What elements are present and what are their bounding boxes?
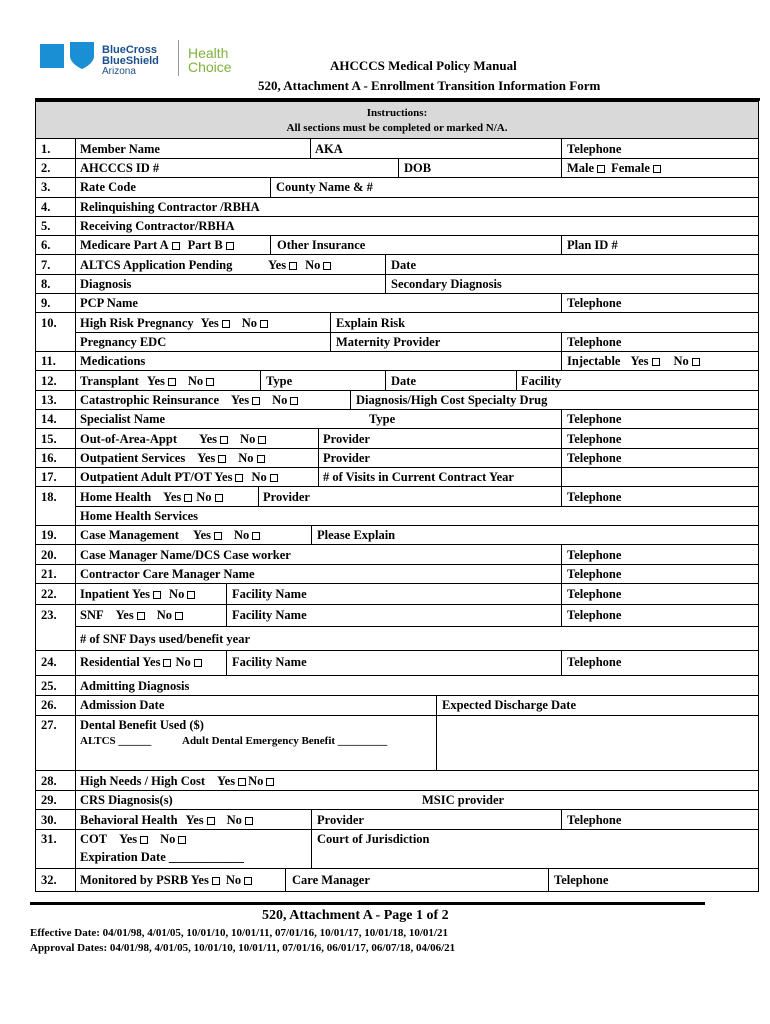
yes-label: Yes [197, 451, 216, 465]
inpatient-label: Inpatient Yes [80, 587, 151, 601]
row-number: 5. [41, 219, 51, 233]
pcp-name-field[interactable]: PCP Name [80, 296, 138, 310]
no-label: No [673, 354, 689, 368]
yes-label: Yes [231, 393, 250, 407]
yes-checkbox[interactable] [214, 532, 222, 540]
row-number: 18. [41, 490, 57, 504]
catastrophic-label: Catastrophic Reinsurance [80, 393, 220, 407]
no-checkbox[interactable] [245, 817, 253, 825]
behavioral-health-label: Behavioral Health [80, 813, 178, 827]
row-number: 2. [41, 161, 51, 175]
psrb-label: Monitored by PSRB Yes [80, 873, 209, 887]
receiving-contractor-field[interactable]: Receiving Contractor/RBHA [80, 219, 235, 233]
aka-field[interactable]: AKA [315, 142, 343, 156]
no-label: No [160, 832, 176, 846]
msic-provider-field[interactable]: MSIC provider [422, 793, 505, 807]
no-checkbox[interactable] [258, 436, 266, 444]
no-checkbox[interactable] [257, 455, 265, 463]
yes-checkbox[interactable] [238, 778, 246, 786]
yes-label: Yes [185, 813, 204, 827]
telephone-field[interactable]: Telephone [567, 490, 622, 504]
row-number: 24. [41, 655, 57, 669]
row-number: 28. [41, 774, 57, 788]
row-number: 12. [41, 374, 57, 388]
no-checkbox[interactable] [244, 877, 252, 885]
form-title: 520, Attachment A - Enrollment Transition Information Form [258, 78, 601, 93]
no-checkbox[interactable] [178, 836, 186, 844]
crs-diagnosis-field[interactable]: CRS Diagnosis(s) [80, 793, 173, 807]
row-number: 7. [41, 258, 51, 272]
part-a-checkbox[interactable] [172, 242, 180, 250]
residential-options [80, 655, 204, 669]
facility-field[interactable]: Facility [521, 374, 562, 388]
yes-checkbox[interactable] [222, 320, 230, 328]
home-health-options [80, 490, 225, 504]
injectable-label: Injectable [567, 354, 621, 368]
maternity-provider-field[interactable]: Maternity Provider [336, 335, 441, 349]
high-risk-label: High Risk Pregnancy [80, 316, 194, 330]
footer-rule [30, 902, 705, 905]
provider-field[interactable]: Provider [323, 432, 370, 446]
plan-id-field[interactable]: Plan ID # [567, 238, 618, 252]
row-number: 22. [41, 587, 57, 601]
effective-dates: Effective Date: 04/01/98, 4/01/05, 10/01/10, 10/01/11, 07/01/16, 10/01/17, 10/01/18, 10/01/21 [30, 927, 448, 939]
no-checkbox[interactable] [175, 612, 183, 620]
no-label: No [238, 451, 254, 465]
row-number: 16. [41, 451, 57, 465]
row-number: 25. [41, 679, 57, 693]
yes-checkbox[interactable] [163, 659, 171, 667]
row-number: 15. [41, 432, 57, 446]
row-number: 32. [41, 873, 57, 887]
no-checkbox[interactable] [323, 262, 331, 270]
inpatient-options [80, 587, 197, 601]
care-manager-field[interactable]: Care Manager [292, 873, 370, 887]
row-number: 21. [41, 567, 57, 581]
row-number: 6. [41, 238, 51, 252]
admitting-diagnosis-field[interactable]: Admitting Diagnosis [80, 679, 190, 693]
yes-checkbox[interactable] [220, 436, 228, 444]
brand-line1: BlueCross [102, 44, 158, 56]
no-label: No [175, 655, 191, 669]
transplant-label: Transplant [80, 374, 139, 388]
transplant-date-field[interactable]: Date [391, 374, 416, 388]
bluecross-healthchoice-logo [38, 38, 238, 88]
medicare-part-a-label: Medicare Part A [80, 238, 169, 252]
male-checkbox[interactable] [597, 165, 605, 173]
yes-checkbox[interactable] [168, 378, 176, 386]
adult-dental-emergency-field[interactable]: Adult Dental Emergency Benefit _________ [182, 735, 388, 747]
no-label: No [241, 316, 258, 330]
male-label: Male [567, 161, 595, 175]
yes-label: Yes [200, 316, 219, 330]
yes-checkbox[interactable] [137, 612, 145, 620]
row-number: 30. [41, 813, 57, 827]
row-number: 13. [41, 393, 57, 407]
row-number: 23. [41, 608, 57, 622]
medicare-options [80, 238, 236, 252]
date-field[interactable]: Date [391, 258, 416, 272]
brand-line2: BlueShield [102, 55, 159, 67]
telephone-field[interactable]: Telephone [567, 451, 622, 465]
admission-date-field[interactable]: Admission Date [80, 698, 165, 712]
instructions-heading: Instructions: [366, 107, 428, 119]
row-number: 27. [41, 718, 57, 732]
psrb-options [80, 873, 254, 887]
yes-label: Yes [163, 490, 182, 504]
health-choice-line2: Choice [188, 59, 232, 75]
relinquishing-contractor-field[interactable]: Relinquishing Contractor /RBHA [80, 200, 260, 214]
row-number: 26. [41, 698, 57, 712]
yes-label: Yes [119, 832, 138, 846]
yes-checkbox[interactable] [289, 262, 297, 270]
row-number: 20. [41, 548, 57, 562]
ahcccs-id-field[interactable]: AHCCCS ID # [80, 161, 160, 175]
row-number: 11. [41, 354, 56, 368]
specialist-type-field[interactable]: Type [369, 412, 396, 426]
out-of-area-label: Out-of-Area-Appt [80, 432, 177, 446]
expiration-date-field[interactable]: Expiration Date ____________ [80, 850, 244, 864]
no-checkbox[interactable] [290, 397, 298, 405]
no-label: No [248, 774, 264, 788]
cot-options [80, 832, 188, 846]
no-label: No [234, 528, 250, 542]
case-management-options [80, 528, 262, 542]
yes-label: Yes [115, 608, 134, 622]
telephone-field[interactable]: Telephone [567, 142, 622, 156]
care-manager-name-field[interactable]: Contractor Care Manager Name [80, 567, 255, 581]
instructions-text: All sections must be completed or marked N/A. [286, 122, 508, 134]
catastrophic-reinsurance [80, 393, 300, 407]
no-label: No [251, 470, 267, 484]
yes-checkbox[interactable] [153, 591, 161, 599]
residential-label: Residential Yes [80, 655, 161, 669]
specialist-name-field[interactable]: Specialist Name [80, 412, 166, 426]
row-number: 31. [41, 832, 57, 846]
row-number: 1. [41, 142, 51, 156]
facility-name-field[interactable]: Facility Name [232, 655, 307, 669]
manual-title: AHCCCS Medical Policy Manual [330, 58, 517, 73]
court-of-jurisdiction-field[interactable]: Court of Jurisdiction [317, 832, 430, 846]
provider-field[interactable]: Provider [263, 490, 310, 504]
member-name-field[interactable]: Member Name [80, 142, 160, 156]
female-label: Female [611, 161, 650, 175]
yes-checkbox[interactable] [140, 836, 148, 844]
specialty-drug-field[interactable]: Diagnosis/High Cost Specialty Drug [356, 393, 548, 407]
snf-label: SNF [80, 608, 104, 622]
telephone-field[interactable]: Telephone [567, 335, 622, 349]
home-health-services-field[interactable]: Home Health Services [80, 509, 199, 523]
home-health-label: Home Health [80, 490, 152, 504]
no-label: No [169, 587, 185, 601]
provider-field[interactable]: Provider [317, 813, 364, 827]
blueshield-shield-icon [68, 40, 96, 70]
other-insurance-field[interactable]: Other Insurance [277, 238, 366, 252]
part-b-checkbox[interactable] [226, 242, 234, 250]
snf-options [80, 608, 185, 622]
expected-discharge-date-field[interactable]: Expected Discharge Date [442, 698, 576, 712]
row-number: 17. [41, 470, 57, 484]
telephone-field[interactable]: Telephone [567, 548, 622, 562]
female-checkbox[interactable] [653, 165, 661, 173]
no-checkbox[interactable] [260, 320, 268, 328]
high-risk-pregnancy [80, 316, 270, 330]
medicare-part-b-label: Part B [187, 238, 223, 252]
pt-ot-options [80, 470, 280, 484]
row-number: 14. [41, 412, 57, 426]
gender-options [567, 161, 663, 175]
yes-label: Yes [192, 528, 212, 542]
no-checkbox[interactable] [692, 358, 700, 366]
telephone-field[interactable]: Telephone [567, 432, 622, 446]
no-label: No [240, 432, 256, 446]
yes-checkbox[interactable] [184, 494, 192, 502]
explain-risk-field[interactable]: Explain Risk [336, 316, 406, 330]
transplant-type-field[interactable]: Type [266, 374, 293, 388]
no-label: No [305, 258, 321, 272]
outpatient-services-options [80, 451, 267, 465]
yes-checkbox[interactable] [235, 474, 243, 482]
telephone-field[interactable]: Telephone [554, 873, 609, 887]
provider-field[interactable]: Provider [323, 451, 370, 465]
yes-label: Yes [630, 354, 649, 368]
row-number: 4. [41, 200, 51, 214]
no-checkbox[interactable] [187, 591, 195, 599]
altcs-dental-field[interactable]: ALTCS ______ [80, 735, 152, 747]
instructions-box [35, 101, 759, 139]
case-management-label: Case Management [80, 528, 179, 542]
no-checkbox[interactable] [194, 659, 202, 667]
no-label: No [187, 374, 204, 388]
medications-field[interactable]: Medications [80, 354, 146, 368]
yes-label: Yes [217, 774, 236, 788]
secondary-diagnosis-field[interactable]: Secondary Diagnosis [391, 277, 502, 291]
rate-code-field[interactable]: Rate Code [80, 180, 136, 194]
cot-label: COT [80, 832, 108, 846]
dental-benefit-field[interactable]: Dental Benefit Used ($) [80, 718, 204, 732]
case-manager-name-field[interactable]: Case Manager Name/DCS Case worker [80, 548, 291, 562]
no-label: No [225, 873, 242, 887]
logo-divider [178, 40, 179, 76]
yes-checkbox[interactable] [212, 877, 220, 885]
telephone-field[interactable]: Telephone [567, 587, 622, 601]
page-title: 520, Attachment A - Page 1 of 2 [262, 908, 449, 923]
pregnancy-edc-field[interactable]: Pregnancy EDC [80, 335, 167, 349]
telephone-field[interactable]: Telephone [567, 296, 622, 310]
behavioral-health-options [80, 813, 255, 827]
telephone-field[interactable]: Telephone [567, 567, 622, 581]
yes-label: Yes [198, 432, 218, 446]
no-label: No [226, 813, 242, 827]
dob-field[interactable]: DOB [404, 161, 432, 175]
snf-days-field[interactable]: # of SNF Days used/benefit year [80, 632, 251, 646]
pt-ot-label: Outpatient Adult PT/OT Yes [80, 470, 233, 484]
row-number: 9. [41, 296, 51, 310]
yes-label: Yes [268, 258, 287, 272]
telephone-field[interactable]: Telephone [567, 412, 622, 426]
no-checkbox[interactable] [266, 778, 274, 786]
row-number: 8. [41, 277, 51, 291]
telephone-field[interactable]: Telephone [567, 655, 622, 669]
injectable-options [567, 354, 702, 368]
approval-dates: Approval Dates: 04/01/98, 4/01/05, 10/01/10, 10/01/11, 07/01/16, 06/01/17, 06/07/18, 04/06/21 [30, 942, 456, 954]
no-label: No [156, 608, 172, 622]
yes-label: Yes [146, 374, 165, 388]
high-needs-label: High Needs / High Cost [80, 774, 206, 788]
no-label: No [196, 490, 212, 504]
row-number: 29. [41, 793, 57, 807]
no-checkbox[interactable] [270, 474, 278, 482]
diagnosis-field[interactable]: Diagnosis [80, 277, 132, 291]
yes-checkbox[interactable] [652, 358, 660, 366]
altcs-options [268, 258, 333, 272]
number-column-divider [75, 139, 76, 892]
row-number: 10. [41, 316, 57, 330]
yes-checkbox[interactable] [207, 817, 215, 825]
no-checkbox[interactable] [215, 494, 223, 502]
out-of-area-options [80, 432, 268, 446]
please-explain-field[interactable]: Please Explain [317, 528, 396, 542]
row-number: 3. [41, 180, 51, 194]
brand-line3: Arizona [102, 66, 136, 77]
health-choice-line1: Health [188, 45, 229, 61]
outpatient-services-label: Outpatient Services [80, 451, 186, 465]
transplant-options [80, 374, 216, 388]
row-number: 19. [41, 528, 57, 542]
altcs-pending-label: ALTCS Application Pending [80, 258, 233, 272]
no-checkbox[interactable] [206, 378, 214, 386]
visits-count-field[interactable]: # of Visits in Current Contract Year [323, 470, 514, 484]
yes-checkbox[interactable] [218, 455, 226, 463]
telephone-field[interactable]: Telephone [567, 608, 622, 622]
bluecross-cross-icon [40, 44, 64, 68]
high-needs-options [80, 774, 276, 788]
no-label: No [272, 393, 288, 407]
county-name-field[interactable]: County Name & # [276, 180, 373, 194]
telephone-field[interactable]: Telephone [567, 813, 622, 827]
yes-checkbox[interactable] [252, 397, 260, 405]
facility-name-field[interactable]: Facility Name [232, 587, 307, 601]
facility-name-field[interactable]: Facility Name [232, 608, 307, 622]
no-checkbox[interactable] [252, 532, 260, 540]
